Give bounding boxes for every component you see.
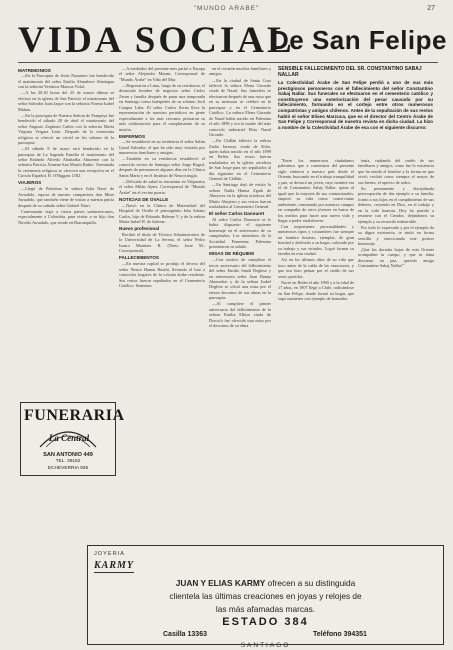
column-paragraph: —Regresaron a Lima, luego de su residencia, el destacado hombre de negocios señor Carlos Zeran y familia después de pasar una temporada en Santiago como huéspedes de su sobrino Jacil Couque Laba. El señor Carlos Zeran lleva la representación de nuestros periódicos en gente especialmente a los más cercanos prestaron su más colaboración para el cumplimiento de su misión. (119, 82, 205, 132)
article-column-a (278, 158, 354, 539)
funeraria-ad (20, 402, 125, 476)
column-social-2 (119, 66, 205, 539)
joyeria-city: SANTIAGO (240, 642, 291, 649)
column-paragraph: —El sábado 8 de mayo será bendecido en la parroquia de La Sagrada Familia el matrimonio del señor Rolando Alfredo Abuhadba Abuzeme con la señorita Patricia Ximena San Martín Rubio. Terminada la ceremonia religiosa se ofrecerá una recepción en el Círculo Español, B. O'Higgins 1582. (18, 146, 114, 179)
column-subheading: MATRIMONIOS (18, 67, 51, 73)
column-subheading: FALLECIMIENTOS (119, 255, 159, 261)
column-paragraph: —A las 20.30 horas del 25 de marzo último se efectuó en la iglesia de San Patricio el matrimonio del señor Salvador Juan Jaque con la señorita Norma Isabel Mahan. (18, 90, 114, 112)
column-subheading: El señor Carlos Danouret (209, 211, 265, 217)
column-paragraph: Recibió el título de Técnico Administrativo de la Universidad de La Serena, el señor Pedro Isauro Martínez B. (Nieto Jorie M., Corresponsal). (119, 231, 205, 254)
joyeria-phone: Teléfono 394351 (313, 631, 367, 638)
article-lead: La Colectividad Árabe de San Felipe perdió a uno de sus más prestigiosos personeros con el fallecimiento del señor Constantino Sabaj Nallar. Sus funerales se efectuaron en el cementerio católico y constituyeron una exteriorización del pesar causado por su fallecimiento, formando en el cortejo entre otros numerosos compatriotas y amigos chilenos. Antes de la sepultación de sus restos habló el señor Eliseo Marzuca, que es el director del Centro Árabe de San Felipe y Corresponsal de nuestra revista en dicha ciudad. La hizo a nombre de la Colectividad Árabe de esa con el siguiente discurso: (278, 80, 433, 130)
column-subheading: VIAJEROS (18, 180, 42, 186)
column-paragraph: —Delicado de salud se encuentra en Valparaíso el señor Milán Ajnes, Corresponsal de "Mundo Árabe" en el vecino puerto. (119, 178, 205, 195)
article-headline: SENSIBLE FALLECIMIENTO DEL SR. CONSTANTINO SABAJ NALLAR (278, 66, 422, 78)
karmy-logo: KARMY (94, 560, 135, 571)
section-subtitle: De San Felipe (270, 25, 447, 55)
joyeria-ad (87, 545, 444, 649)
joyeria-line-1-rest: ofrecen a su distinguida (265, 578, 356, 588)
column-subheading: ENFERMOS (119, 133, 146, 139)
column-paragraph: ¡Que las doradas hojas de esta Oriente acompañen tu cuerpo, y que tu alma descanse en paz, querido amigo Constantino Sabaj Nallar!" (358, 247, 434, 269)
joyeria-line-2: clientela las últimas creaciones en joyas y relojes de (169, 591, 362, 601)
page-number: 27 (427, 5, 435, 12)
column-subheading: MISAS DE RÉQUIEM (209, 251, 254, 257)
joyeria-owners: JUAN Y ELIAS KARMY (175, 578, 266, 588)
column-paragraph: —Llegó de Palestina la señora Julia Nasri de Awuabdo, esposa de nuestro compatriota don Mitre Awuabdo, que también viene de visitar a nuestra patria después de su cuñado señor Gabriel Nasri. (18, 186, 114, 208)
joyeria-line-1 (98, 578, 433, 588)
column-paragraph: Con importantes personalidades y numerosos tipos y costumbres fue siempre un hombre honesto, ejemplar, de gran bondad y dedicado a su hogar, valorado por su trabajo y sus virtudes. Logró formar su familia en esta ciudad. (278, 224, 354, 257)
funeraria-word: FUNERARIA (24, 407, 125, 424)
column-paragraph: —En la parroquia de Nuestra Señora de Pompeya fue bendecido el sábado 28 de abril el matrimonio del señor Augusto Zeghouti Cañón con la señorita María Virginia Vergara León. Después de la ceremonia religiosa se ofreció un cóctel en los salones de la parroquia. (18, 112, 114, 146)
section-title: VIDA SOCIAL (18, 20, 295, 61)
title-rule (18, 62, 438, 63)
column-paragraph: —Con motivo de cumplirse el tercer aniversario del fallecimiento del señor Emilio Sandi Deglese y en aniversario señor Juan Hanna Abumohor y de la señora Isabel Deglese se ofició una misa por el eterno descanso de sus almas en la parroquia. (209, 257, 271, 301)
article-column-b (358, 158, 434, 539)
column-paragraph: Su permanente y disciplinada preocupación de dar ejemplo a su familia, formó a sus hijos en el cumplimiento de sus deberes, creyendo en Dios, en el trabajo y en la vida honesta. Hoy ha partido a reunirse con el Creador, dejándonos su ejemplo y su recuerdo imborrable. (358, 185, 434, 224)
column-paragraph: —En la Parroquia de Jesús Nazareno fue bendecido el matrimonio del señor Emilio Abumhere Abaitagua con la señorita Verónica Marzoa Vidal. (18, 73, 114, 90)
column-paragraph: —Al cumplirse el primer aniversario del fallecimiento de la señora Emilia Elkim viuda de Dracich fue ofrecida una misa por el descanso de su alma. (209, 301, 271, 329)
column-subheading: Nuevo profesional (119, 225, 160, 231)
column-paragraph: —En Chillán falleció la señora Zadia Jaraway viuda de Kiler, quien había nacido en el año 1899 en Belén. Sus restos fueron trasladados en la iglesia ortodoxa de San Jorge para ser sepultados al día siguiente en el Cementerio General de Chillán. (209, 138, 271, 182)
joyeria-casilla: Casilla 13363 (163, 631, 207, 638)
column-paragraph: —Nació en la Clínica de Maternidad del Hospital de Ovalle el primogénito Isba Adonis Carlos, hijo de Eduardo Beleme V. y de la señora María Isabel H. de Saleme. (119, 202, 205, 225)
column-paragraph: Continuarán viaje a varios países sudamericanos, especialmente a Colombia, para visitar a su hijo don Nicolás Awuabdo, que reside en Barranquilla. (18, 208, 114, 225)
joyeria-line-3: las más afamadas marcas. (215, 604, 316, 614)
column-paragraph: Al señor Carlos Danouret se le había dispuesto el siguiente homenaje en el aniversario de su cumpleaños. Los miembros de la Sociedad Femenina Palestina presentaron su saludo. (209, 217, 271, 250)
column-paragraph: Así en los últimos años de su vida que tuvo antes de la caída de las emociones, y que nos hizo pensar por el cariño de sus seres queridos. (278, 257, 354, 279)
column-paragraph: en el corazón muchos familiares y amigos. (209, 66, 271, 77)
column-paragraph: Por todo lo expresado y por el ejemplo de su digna existencia, te rindo en forma sencilla y emocionada este postrer homenaje. (358, 224, 434, 246)
funeraria-name: La Central (48, 433, 90, 443)
column-paragraph: —En nuestra capital se produjo el deceso del señor Nestor Hanna Ruizhi, llevando el luto a conocidos hogares de la colonia árabe residente. Sus restos fueron sepultados en el Cementerio Católico. Sentimos (119, 261, 205, 288)
column-paragraph: —También en su residencia restableció el conocido vecino de Santiago señor Jorge Bugsil, después de permanecer algunos días en la Clínica Santa María y en el Instituto de Neurocirugía. (119, 156, 205, 178)
column-social-3 (209, 66, 271, 539)
column-paragraph: "Entre los numerosos ciudadanos palestinos que a comienzos del presente siglo vinieron a nuestro país desde el Oriente, buscando en el trabajo tranquilidad y paz, se destacó un joven, cuyo nombre era el de Constantino Sabaj Nallar, quien al igual que la mayoría de sus connacionales, empezó su vida como comerciante ambulante, caminando por nuestros campos en compañía de otros jóvenes en busca de los medios para hacer una nueva vida y llegar a poder establecerse. (278, 158, 354, 223)
joyeria-label: JOYERIA (94, 551, 125, 557)
column-subheading: NOTICIAS DE OVALLE (119, 196, 169, 202)
joyeria-address: ESTADO 384 (222, 616, 309, 628)
funeraria-address-2: ECHEVERRIA 935 (47, 466, 89, 471)
column-social-1 (18, 66, 114, 376)
funeraria-address: SAN ANTONIO 449 (43, 452, 93, 458)
column-paragraph: tenía, cuidando del cariño de sus familiares y amigos, como fue la existencia que ha tenido el hombre y la forma en que vivió; recibió como siempre el mayor de sus bienes, el aprecio de todos. (358, 158, 434, 185)
column-paragraph: —En Santiago dejó de existir la señora Nadia Hanna Zgaib de Abuyeres en la iglesia ortodoxa del Mártir Abujeres y sus restos fueron trasladados al Cementerio General. (209, 182, 271, 210)
column-paragraph: Nació en Belén el año 1890 y a la edad de 17 años, en 1907 llegó a Chile, radicándose en San Felipe, donde formó su hogar, que supo mantener con ejemplo de honradez. (278, 279, 354, 302)
column-paragraph: —En la ciudad de Santa Cruz falleció la señora Elena Girondo viuda de Nazal. Sus funerales se efectuaron después de una misa que en su memoria se celebró en la parroquia y en el Cementerio Católico. La señora Elena Girondo de Nazal había nacido en Palestina el año 1898 y era la madre del más conocido industrial Elías Nazal Girondo. (209, 77, 271, 138)
running-title: "MUNDO ARABE" (193, 5, 260, 12)
column-paragraph: —A mediados del presente mes partió a Europa el señor Alejandro Masmi, Corresponsal de "Mundo Árabe" en Viña del Mar. (119, 66, 205, 82)
column-paragraph: —Se restableció en su residencia el señor Salim Gazal Salvador, el que ha sido muy visitado por numerosos familiares y amigos. (119, 139, 205, 156)
funeraria-phone: TEL. 39162 (55, 459, 81, 464)
